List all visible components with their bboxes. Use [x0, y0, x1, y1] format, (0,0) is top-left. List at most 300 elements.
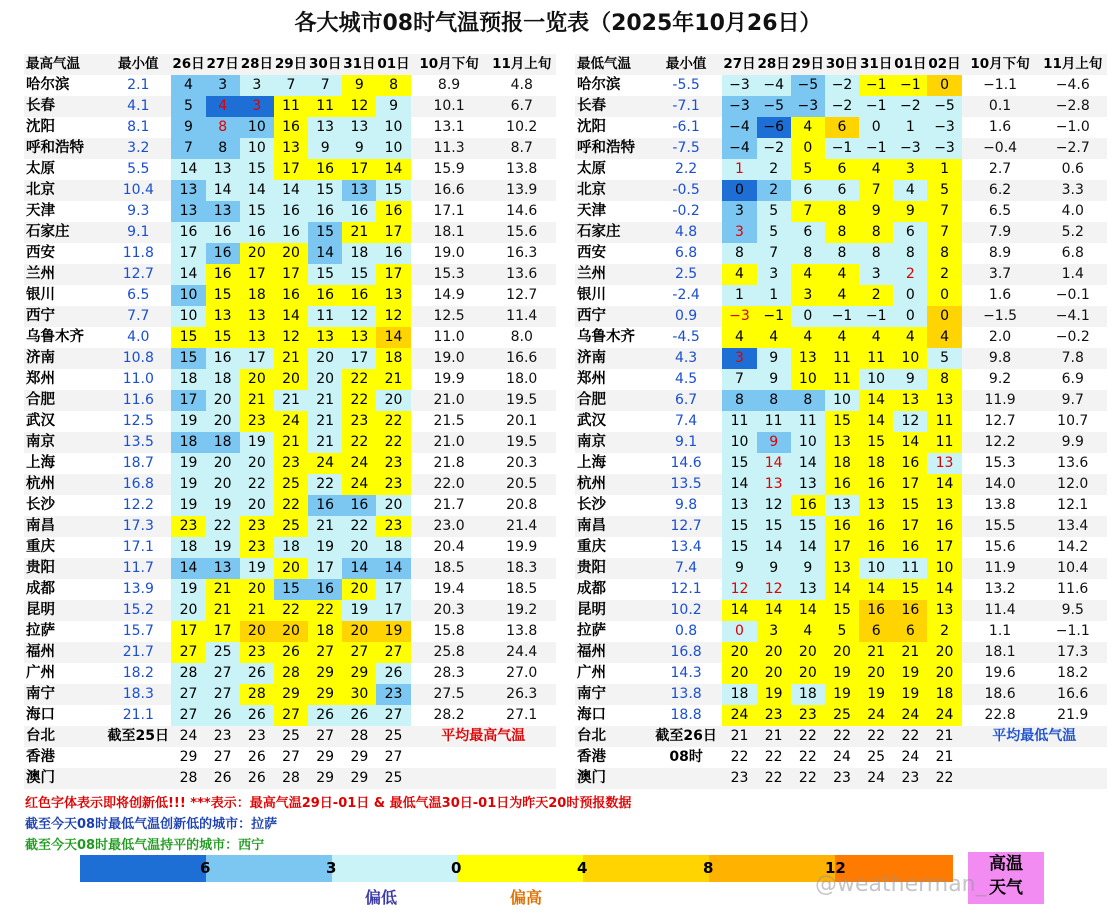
forecast-cell: 15 [757, 516, 791, 537]
record-min-value: 11.7 [105, 558, 171, 579]
page-title: 各大城市08时气温预报一览表（2025年10月26日） [294, 11, 822, 36]
forecast-cell: 16 [308, 285, 342, 306]
forecast-cell: 16 [274, 285, 308, 306]
city-name: 呼和浩特 [24, 138, 105, 159]
scale-seg-dark-blue [80, 855, 206, 882]
average-value: 12.7 [984, 413, 1016, 429]
record-min-value: 12.7 [105, 264, 171, 285]
table-row [575, 453, 1107, 474]
scale-seg-cyan [332, 855, 457, 882]
average-value: 15.9 [433, 161, 465, 177]
forecast-cell: 20 [240, 369, 274, 390]
forecast-cell: 15 [342, 264, 376, 285]
record-min-value: 9.3 [127, 203, 150, 219]
forecast-cell: 22 [308, 474, 342, 495]
forecast-cell: 19 [240, 432, 274, 453]
table-row [24, 390, 556, 411]
forecast-cell: 3 [859, 264, 893, 285]
average-value: 8.9 [988, 245, 1012, 261]
average-value: 19.9 [506, 539, 538, 555]
table-row [575, 222, 1107, 243]
note-tie-low: 截至今天08时最低气温持平的城市：西宁 [25, 838, 265, 853]
forecast-cell: 20 [859, 663, 893, 684]
forecast-cell: −2 [825, 96, 859, 117]
forecast-cell: 11 [274, 96, 308, 117]
table-row [575, 432, 1107, 453]
forecast-cell: 24 [859, 705, 893, 726]
forecast-cell: 3 [757, 264, 791, 285]
average-value: 13.4 [1039, 516, 1107, 537]
forecast-cell: 20 [206, 390, 240, 411]
forecast-cell: 16 [342, 201, 376, 222]
forecast-cell: 13 [927, 453, 961, 474]
column-header: 31日 [342, 54, 376, 75]
forecast-cell: 18 [342, 243, 376, 264]
table-row [575, 75, 1107, 96]
forecast-cell: 4 [893, 327, 927, 348]
city-name: 海口 [577, 707, 606, 723]
forecast-cell: 3 [240, 75, 274, 96]
record-min-value: 2.1 [127, 77, 150, 93]
record-min-value: 10.4 [105, 180, 171, 201]
forecast-cell: 14 [859, 411, 893, 432]
forecast-cell: 16 [376, 243, 410, 264]
forecast-cell: 18 [927, 684, 961, 705]
scale-label: 12 [825, 859, 846, 877]
forecast-cell: 0 [791, 306, 825, 327]
record-min-value: 2.2 [674, 161, 698, 177]
forecast-cell: 26 [240, 705, 274, 726]
forecast-cell: 28 [171, 768, 205, 789]
scale-label: 6 [200, 859, 211, 877]
forecast-cell: 17 [240, 348, 274, 369]
forecast-cell: 16 [825, 516, 859, 537]
average-value: 4.0 [1061, 203, 1084, 219]
forecast-cell: 21 [859, 642, 893, 663]
forecast-cell: 23 [825, 768, 859, 789]
forecast-cell: 7 [722, 369, 756, 390]
forecast-cell: 0 [722, 180, 756, 201]
forecast-cell: 16 [308, 201, 342, 222]
city-name: 银川 [26, 287, 55, 303]
record-min-value: 7.4 [650, 558, 723, 579]
forecast-cell: 21 [308, 390, 342, 411]
forecast-cell: 14 [859, 579, 893, 600]
forecast-cell: 22 [376, 432, 410, 453]
table-row [24, 327, 556, 348]
record-min-value: 6.8 [674, 245, 698, 261]
column-header: 10月下旬 [962, 54, 1039, 75]
forecast-cell: 8 [757, 390, 791, 411]
forecast-cell: 20 [791, 663, 825, 684]
forecast-cell: 25 [206, 642, 240, 663]
scale-high-label: 偏高 [510, 888, 543, 907]
forecast-cell: −1 [859, 306, 893, 327]
city-name: 上海 [577, 455, 606, 471]
column-header: 27日 [722, 54, 756, 75]
forecast-cell: 9 [893, 201, 927, 222]
average-value: 15.3 [411, 264, 488, 285]
forecast-cell: 14 [342, 558, 376, 579]
average-value: −4.1 [1039, 306, 1107, 327]
forecast-cell: 29 [316, 749, 335, 765]
average-value: 11.9 [962, 558, 1039, 579]
forecast-cell: 26 [247, 749, 266, 765]
table-row [575, 285, 1107, 306]
record-min-value: 9.1 [650, 432, 723, 453]
average-value: 21.0 [411, 390, 488, 411]
forecast-cell: 24 [927, 705, 961, 726]
average-value [488, 768, 556, 789]
forecast-cell: 18 [825, 453, 859, 474]
forecast-cell: 0 [927, 285, 961, 306]
forecast-cell: 17 [376, 579, 410, 600]
forecast-cell: 11 [927, 432, 961, 453]
hot-label-1: 高温 [989, 854, 1023, 874]
forecast-cell: 11 [927, 411, 961, 432]
forecast-cell: 17 [342, 159, 376, 180]
average-value: 27.5 [411, 684, 488, 705]
forecast-cell: 9 [308, 138, 342, 159]
city-name: 武汉 [577, 413, 606, 429]
table-row [575, 327, 1107, 348]
forecast-cell: 3 [722, 222, 756, 243]
forecast-cell: 22 [342, 432, 376, 453]
forecast-cell: 23 [376, 516, 410, 537]
record-min-value: 10.2 [650, 600, 723, 621]
forecast-cell: −5 [927, 96, 961, 117]
forecast-cell: −4 [722, 138, 756, 159]
city-name: 太原 [26, 161, 55, 177]
table-row [24, 96, 556, 117]
forecast-cell: 10 [859, 558, 893, 579]
average-value [411, 768, 488, 789]
record-min-value: 13.5 [650, 474, 723, 495]
forecast-cell: 23 [376, 684, 410, 705]
average-value: 3.7 [962, 264, 1039, 285]
table-row [24, 537, 556, 558]
forecast-cell: −3 [722, 306, 756, 327]
forecast-cell: 6 [825, 180, 859, 201]
average-value: 平均最高气温 [411, 726, 556, 747]
city-name: 南宁 [24, 684, 105, 705]
forecast-cell: 13 [893, 390, 927, 411]
forecast-cell: 13 [308, 327, 342, 348]
table-row [575, 705, 1107, 726]
table-row [575, 138, 1107, 159]
forecast-cell: 22 [206, 516, 240, 537]
average-value: 19.5 [488, 432, 556, 453]
forecast-cell: 10 [893, 348, 927, 369]
average-value: 12.2 [962, 432, 1039, 453]
average-value: 9.5 [1039, 600, 1107, 621]
forecast-cell: 20 [342, 579, 376, 600]
table-row [24, 369, 556, 390]
forecast-cell: 15 [859, 432, 893, 453]
forecast-cell: 26 [240, 663, 274, 684]
forecast-cell: 5 [927, 180, 961, 201]
record-min-value: -0.5 [650, 180, 723, 201]
forecast-cell: 13 [342, 327, 376, 348]
record-min-value: 4.0 [127, 329, 150, 345]
record-min-value: -5.5 [672, 77, 700, 93]
forecast-cell: 20 [240, 621, 274, 642]
city-name: 贵阳 [575, 558, 650, 579]
record-min-value: 14.3 [670, 665, 702, 681]
record-min-value: 8.1 [127, 119, 150, 135]
forecast-cell: 27 [171, 705, 205, 726]
average-value: 4.8 [510, 77, 533, 93]
forecast-cell: 4 [791, 621, 825, 642]
forecast-cell: 13 [206, 306, 240, 327]
city-name: 南宁 [575, 684, 650, 705]
forecast-cell: 0 [791, 138, 825, 159]
forecast-cell: 4 [893, 180, 927, 201]
forecast-cell: 3 [893, 159, 927, 180]
forecast-cell: 23 [893, 768, 927, 789]
forecast-cell: 20 [722, 663, 756, 684]
table-row [575, 390, 1107, 411]
table-row [24, 201, 556, 222]
city-name: 澳门 [575, 768, 650, 789]
average-value: 0.6 [1061, 161, 1084, 177]
forecast-cell: 12 [376, 306, 410, 327]
forecast-cell: 18 [206, 369, 240, 390]
forecast-cell: 20 [376, 495, 410, 516]
forecast-cell: 26 [206, 768, 240, 789]
forecast-cell: 17 [893, 474, 927, 495]
forecast-cell: 17 [376, 600, 410, 621]
city-name: 拉萨 [26, 623, 55, 639]
average-value: 5.2 [1039, 222, 1107, 243]
forecast-cell: 15 [171, 348, 205, 369]
forecast-cell: 19 [859, 684, 893, 705]
forecast-cell: 4 [825, 264, 859, 285]
forecast-cell: 7 [927, 201, 961, 222]
max-temp-table [24, 54, 556, 789]
city-name: 济南 [24, 348, 105, 369]
forecast-cell: 15 [206, 327, 240, 348]
forecast-cell: 14 [171, 264, 205, 285]
forecast-cell: −2 [825, 75, 859, 96]
average-value: 13.8 [984, 497, 1016, 513]
forecast-cell: 16 [825, 474, 859, 495]
forecast-cell: 13 [825, 558, 859, 579]
forecast-cell: 29 [342, 768, 376, 789]
forecast-cell: 21 [722, 726, 756, 747]
forecast-cell: −3 [927, 138, 961, 159]
forecast-cell: −3 [791, 96, 825, 117]
average-value: 13.2 [984, 581, 1016, 597]
record-min-value: 7.4 [674, 413, 698, 429]
forecast-cell: 2 [893, 264, 927, 285]
forecast-cell: 2 [859, 285, 893, 306]
forecast-cell: 23 [791, 705, 825, 726]
average-value: −1.0 [1055, 119, 1090, 135]
table-row [24, 705, 556, 726]
forecast-cell: 13 [859, 495, 893, 516]
table-row [24, 768, 556, 789]
city-name: 西宁 [575, 306, 650, 327]
forecast-cell: 10 [859, 369, 893, 390]
average-value: 27.1 [506, 707, 538, 723]
city-name: 成都 [577, 581, 606, 597]
forecast-cell: 18 [376, 537, 410, 558]
forecast-cell: 6 [859, 621, 893, 642]
record-min-value: 0.8 [674, 623, 698, 639]
forecast-cell: −3 [927, 117, 961, 138]
forecast-cell: 18 [722, 684, 756, 705]
record-min-value: 16.8 [650, 642, 723, 663]
record-min-value: 18.8 [670, 707, 702, 723]
average-value: 16.6 [411, 180, 488, 201]
forecast-cell: 4 [859, 159, 893, 180]
forecast-cell: 16 [171, 222, 205, 243]
city-name: 南京 [575, 432, 650, 453]
average-value: 27.0 [506, 665, 538, 681]
average-value: 13.6 [488, 264, 556, 285]
table-row [575, 684, 1107, 705]
forecast-cell: −1 [859, 138, 893, 159]
table-row [575, 663, 1107, 684]
average-value: 14.6 [506, 203, 538, 219]
average-value: 19.5 [488, 390, 556, 411]
forecast-cell: 4 [722, 264, 756, 285]
record-min-value: -2.4 [672, 287, 700, 303]
forecast-cell: 8 [791, 390, 825, 411]
average-value: 21.9 [1057, 707, 1089, 723]
average-value: 1.1 [988, 623, 1012, 639]
forecast-cell: 1 [927, 159, 961, 180]
forecast-cell: 13 [927, 390, 961, 411]
city-name: 南昌 [24, 516, 105, 537]
forecast-cell: 14 [240, 180, 274, 201]
scale-seg-gold [583, 855, 709, 882]
forecast-cell: 18 [206, 432, 240, 453]
forecast-cell: 28 [274, 663, 308, 684]
forecast-cell: 16 [206, 222, 240, 243]
forecast-cell: 13 [240, 327, 274, 348]
record-min-value: 0.9 [650, 306, 723, 327]
forecast-cell: 22 [376, 411, 410, 432]
forecast-cell: 4 [859, 327, 893, 348]
forecast-cell: 7 [308, 75, 342, 96]
forecast-cell: 26 [274, 642, 308, 663]
city-name: 贵阳 [24, 558, 105, 579]
forecast-cell: 24 [274, 411, 308, 432]
forecast-cell: 17 [171, 390, 205, 411]
forecast-cell: 4 [825, 327, 859, 348]
table-row [24, 75, 556, 96]
average-value: −0.4 [962, 138, 1039, 159]
column-header: 11月上旬 [488, 54, 556, 75]
table-row [24, 684, 556, 705]
forecast-cell: 20 [376, 390, 410, 411]
forecast-cell: 6 [791, 222, 825, 243]
average-value: 10.1 [411, 96, 488, 117]
forecast-cell: 21 [935, 749, 954, 765]
city-name: 台北 [575, 726, 650, 747]
forecast-cell: −1 [825, 306, 859, 327]
record-min-value: 15.2 [105, 600, 171, 621]
table-row [575, 264, 1107, 285]
forecast-cell: 8 [825, 243, 859, 264]
forecast-cell: −4 [722, 117, 756, 138]
forecast-cell: 16 [376, 201, 410, 222]
city-name: 北京 [24, 180, 105, 201]
forecast-cell: 14 [722, 474, 756, 495]
table-row [24, 432, 556, 453]
average-value: −1.1 [1055, 623, 1090, 639]
record-min-value: 12.7 [650, 516, 723, 537]
average-value: 18.6 [962, 684, 1039, 705]
forecast-cell: 19 [757, 684, 791, 705]
average-value: 21.7 [433, 497, 465, 513]
forecast-cell: 4 [171, 75, 205, 96]
forecast-cell: 20 [825, 642, 859, 663]
forecast-cell: 4 [927, 327, 961, 348]
forecast-cell: 18 [859, 453, 893, 474]
city-name: 兰州 [24, 264, 105, 285]
forecast-cell: 20 [757, 642, 791, 663]
column-header: 30日 [308, 54, 342, 75]
record-min-value: 4.5 [674, 371, 698, 387]
forecast-cell: 23 [240, 537, 274, 558]
forecast-cell: 19 [240, 558, 274, 579]
table-row [24, 642, 556, 663]
forecast-cell: 21 [274, 432, 308, 453]
forecast-cell: 23 [171, 516, 205, 537]
forecast-cell: 3 [757, 621, 791, 642]
record-min-value: 截至26日 [650, 726, 723, 747]
record-min-value: 3.2 [105, 138, 171, 159]
table-row [24, 243, 556, 264]
forecast-cell: −1 [757, 306, 791, 327]
forecast-cell: 25 [274, 516, 308, 537]
column-header: 28日 [757, 54, 791, 75]
forecast-cell: 16 [927, 516, 961, 537]
record-min-value: 17.1 [122, 539, 154, 555]
city-name: 郑州 [26, 371, 55, 387]
forecast-cell: 15 [722, 516, 756, 537]
forecast-cell: 17 [206, 621, 240, 642]
forecast-cell: 26 [342, 705, 376, 726]
average-value: 6.5 [988, 203, 1012, 219]
record-min-value: 11.6 [105, 390, 171, 411]
table-row [575, 411, 1107, 432]
forecast-cell: 0 [859, 117, 893, 138]
forecast-cell: 25 [376, 726, 410, 747]
forecast-cell: 12 [757, 495, 791, 516]
average-value: 10.2 [506, 119, 538, 135]
forecast-cell: 27 [376, 642, 410, 663]
column-header: 01日 [893, 54, 927, 75]
forecast-cell: 11 [722, 411, 756, 432]
record-min-value [105, 747, 171, 768]
forecast-cell: 23 [722, 768, 756, 789]
record-min-value: 13.4 [670, 539, 702, 555]
forecast-cell: 5 [757, 201, 791, 222]
average-value: 9.2 [988, 371, 1012, 387]
average-value: 20.4 [433, 539, 465, 555]
average-value: 9.8 [962, 348, 1039, 369]
forecast-cell: 20 [722, 642, 756, 663]
average-value: 19.9 [433, 371, 465, 387]
forecast-cell: 5 [171, 96, 205, 117]
city-name: 台北 [24, 726, 105, 747]
forecast-cell: 15 [893, 579, 927, 600]
record-min-value: 18.3 [105, 684, 171, 705]
